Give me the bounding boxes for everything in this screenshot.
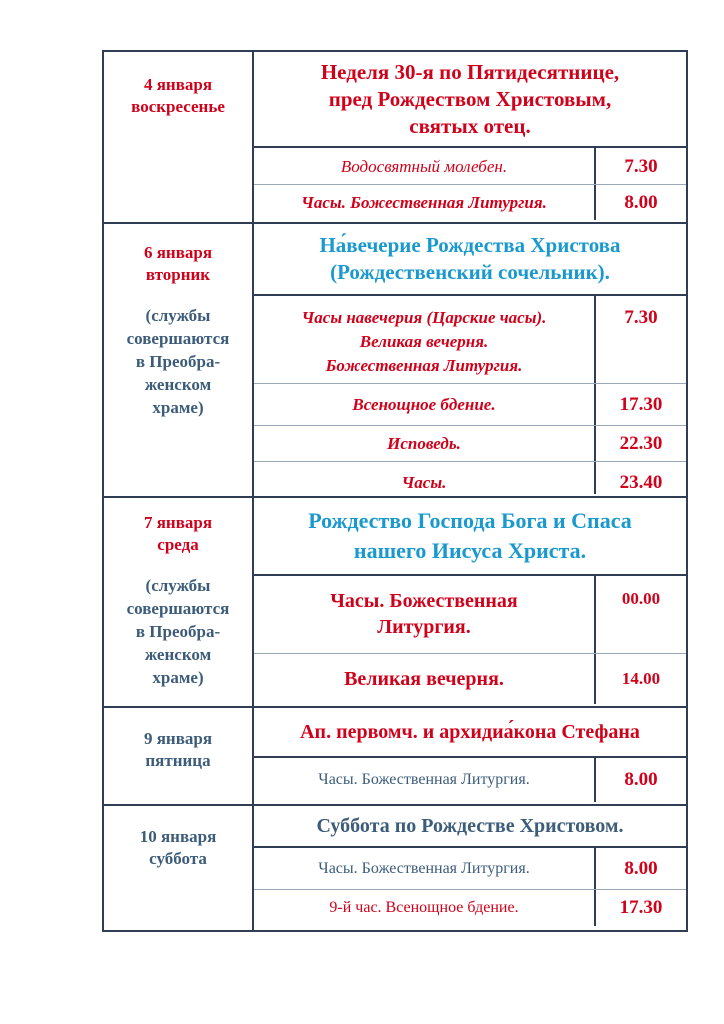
service-row bbox=[254, 148, 686, 185]
service-time: 00.00 bbox=[594, 576, 686, 653]
feast-title: Рождество Господа Бога и Спаса нашего Иисуса Христа. bbox=[254, 498, 686, 576]
service-time: 14.00 bbox=[594, 654, 686, 704]
date-cell bbox=[102, 806, 254, 930]
weekday: среда bbox=[157, 535, 199, 554]
service-row bbox=[254, 462, 686, 494]
service-time: 17.30 bbox=[594, 890, 686, 926]
service-row bbox=[254, 848, 686, 890]
day-services bbox=[254, 224, 688, 496]
service-time: 8.00 bbox=[594, 185, 686, 220]
service-name: Часы. bbox=[401, 473, 447, 492]
service-name: Часы. Божественная Литургия. bbox=[318, 771, 530, 788]
service-row bbox=[254, 185, 686, 220]
day-services bbox=[254, 708, 688, 804]
service-time: 17.30 bbox=[594, 384, 686, 425]
date-cell bbox=[102, 708, 254, 804]
service-time: 7.30 bbox=[594, 148, 686, 184]
service-time: 22.30 bbox=[594, 426, 686, 461]
weekday: суббота bbox=[149, 849, 207, 868]
service-name: Часы. Божественная Литургия. bbox=[301, 193, 547, 212]
service-row bbox=[254, 890, 686, 926]
service-row bbox=[254, 426, 686, 462]
day-block bbox=[102, 50, 688, 222]
service-name: Великая вечерня. bbox=[344, 668, 504, 690]
service-time: 8.00 bbox=[594, 848, 686, 889]
day-block bbox=[102, 496, 688, 706]
date: 4 января bbox=[143, 75, 213, 94]
date: 6 января bbox=[143, 243, 213, 262]
date: 7 января bbox=[143, 513, 213, 532]
date: 10 января bbox=[139, 827, 217, 846]
service-name: 9-й час. Всенощное бдение. bbox=[329, 899, 519, 916]
service-time: 23.40 bbox=[594, 462, 686, 494]
service-row bbox=[254, 654, 686, 704]
feast-title: На́вечерие Рождества Христова (Рождественский сочельник). bbox=[254, 224, 686, 296]
date: 9 января bbox=[143, 729, 213, 748]
weekday: вторник bbox=[145, 265, 211, 284]
day-block bbox=[102, 804, 688, 932]
date-cell bbox=[102, 52, 254, 222]
date-cell bbox=[102, 498, 254, 706]
service-time: 8.00 bbox=[594, 758, 686, 802]
day-services bbox=[254, 498, 688, 706]
service-row bbox=[254, 296, 686, 384]
feast-title: Ап. первомч. и архидиа́кона Стефана bbox=[254, 708, 686, 758]
feast-title: Неделя 30-я по Пятидесятнице, пред Рождеством Христовым, святых отец. bbox=[254, 52, 686, 148]
service-name: Часы. Божественная Литургия. bbox=[330, 590, 518, 638]
service-name: Всенощное бдение. bbox=[352, 395, 496, 414]
weekday: пятница bbox=[145, 751, 211, 770]
date-cell bbox=[102, 224, 254, 496]
day-block bbox=[102, 222, 688, 496]
schedule-table bbox=[102, 50, 688, 932]
service-name: Водосвятный молебен. bbox=[340, 157, 508, 176]
service-name: Часы навечерия (Царские часы). Великая вечерня. Божественная Литургия. bbox=[301, 308, 547, 375]
day-services bbox=[254, 52, 688, 222]
location-note: (службы совершаются в Преобра- женском храме) bbox=[126, 306, 230, 417]
service-name: Часы. Божественная Литургия. bbox=[318, 860, 530, 877]
service-row bbox=[254, 758, 686, 802]
feast-title: Суббота по Рождестве Христовом. bbox=[254, 806, 686, 848]
day-block bbox=[102, 706, 688, 804]
service-name: Исповедь. bbox=[387, 434, 461, 453]
service-row bbox=[254, 384, 686, 426]
day-services bbox=[254, 806, 688, 930]
weekday: воскресенье bbox=[131, 97, 225, 116]
service-time: 7.30 bbox=[594, 296, 686, 383]
service-row bbox=[254, 576, 686, 654]
location-note: (службы совершаются в Преобра- женском храме) bbox=[126, 576, 230, 687]
